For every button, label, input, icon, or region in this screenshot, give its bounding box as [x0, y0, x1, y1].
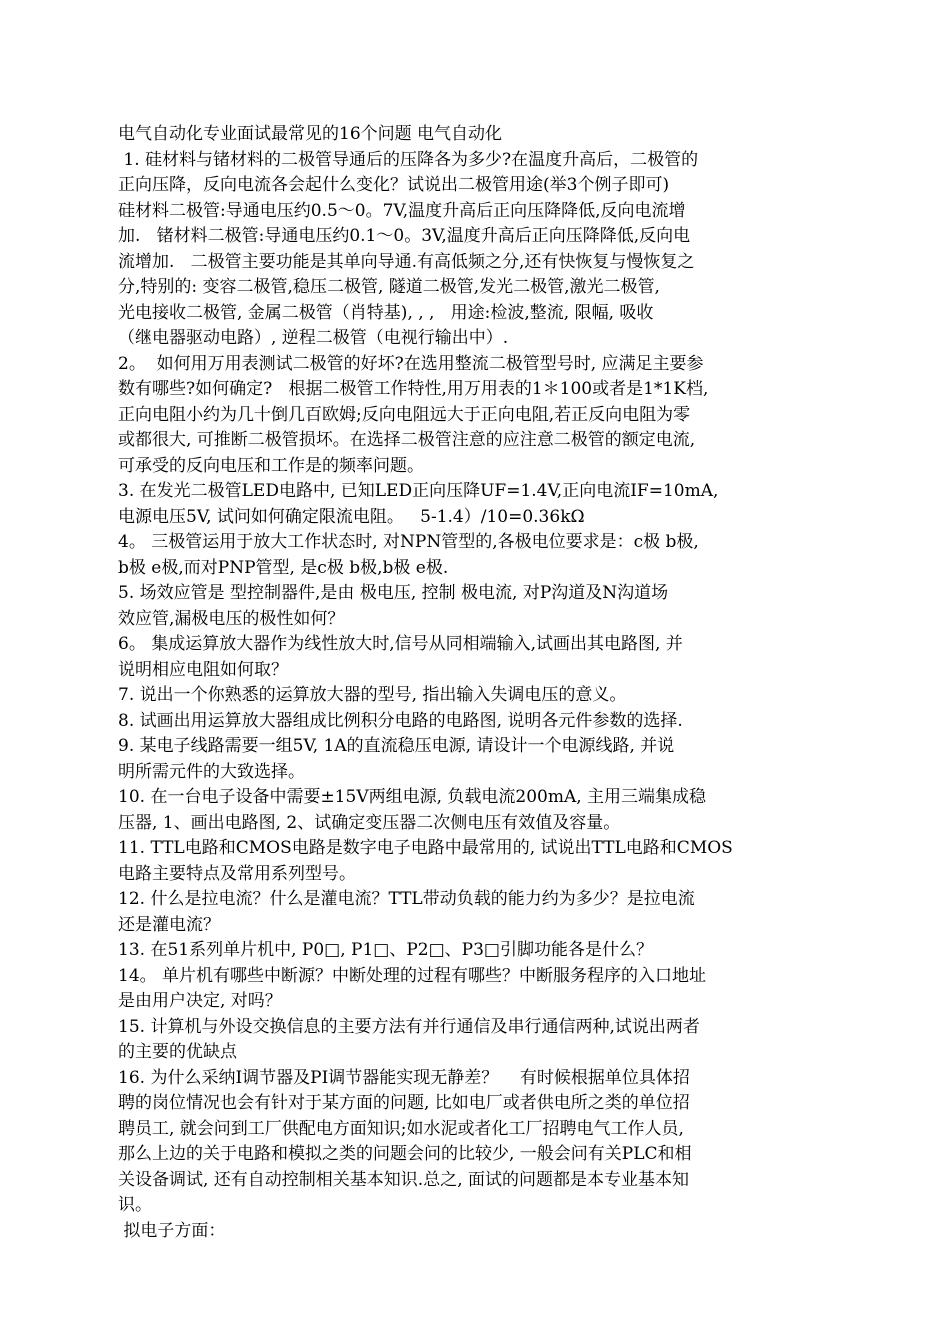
text-line: 是由用户决定, 对吗？ [118, 991, 282, 1011]
text-line: 9. 某电子线路需要一组5V, 1A的直流稳压电源, 请设计一个电源线路, 并说 [118, 736, 675, 756]
document-title: 电气自动化专业面试最常见的16个问题 电气自动化 [118, 124, 503, 144]
text-line: 加. 锗材料二极管:导通电压约0.1～0。3V,温度升高后正向压降降低,反向电 [118, 226, 691, 246]
text-line: 8. 试画出用运算放大器组成比例积分电路的电路图, 说明各元件参数的选择. [118, 710, 683, 731]
text-line: 分,特别的: 变容二极管,稳压二极管, 隧道二极管,发光二极管,激光二极管, [118, 277, 660, 297]
text-line: 12. 什么是拉电流？什么是灌电流？TTL带动负载的能力约为多少？是拉电流 [118, 889, 695, 909]
text-line: 6。 集成运算放大器作为线性放大时,信号从同相端输入,试画出其电路图, 并 [118, 634, 683, 654]
text-line: 16. 为什么采纳I调节器及PI调节器能实现无静差？ 有时候根据单位具体招 [118, 1067, 690, 1088]
text-line: 光电接收二极管, 金属二极管（肖特基), , , 用途:检波,整流, 限幅, 吸收 [118, 302, 654, 323]
text-line: b极 e极,而对PNP管型, 是c极 b极,b极 e极. [118, 557, 449, 578]
text-line: 数有哪些?如何确定? 根据二极管工作特性,用万用表的1＊100或者是1*1K档, [118, 379, 709, 399]
text-line: 14。 单片机有哪些中断源？中断处理的过程有哪些？中断服务程序的入口地址 [118, 965, 707, 986]
text-line: 10. 在一台电子设备中需要±15V两组电源, 负载电流200mA, 主用三端集成稳 [118, 787, 707, 807]
text-line: 或都很大, 可推断二极管损坏。在选择二极管注意的应注意二极管的额定电流, [118, 430, 696, 450]
text-line: 聘的岗位情况也会有针对于某方面的问题, 比如电厂或者供电所之类的单位招 [118, 1093, 690, 1113]
text-line: 正向压降，反向电流各会起什么变化？试说出二极管用途(举3个例子即可) [118, 175, 670, 195]
text-line: 聘员工, 就会问到工厂供配电方面知识;如水泥或者化工厂招聘电气工作人员, [118, 1118, 684, 1139]
text-line: 4。 三极管运用于放大工作状态时, 对NPN管型的,各极电位要求是：c极 b极, [118, 532, 699, 552]
text-line: 15. 计算机与外设交换信息的主要方法有并行通信及串行通信两种,试说出两者 [118, 1016, 700, 1037]
text-line: 电路主要特点及常用系列型号。 [118, 863, 356, 884]
text-line: 3. 在发光二极管LED电路中, 已知LED正向压降UF=1.4V,正向电流IF=10mA, [118, 481, 719, 501]
text-line: 可承受的反向电压和工作是的频率问题。 [118, 455, 424, 476]
text-line: （继电器驱动电路）, 逆程二极管（电视行输出中）. [118, 328, 509, 348]
text-line: 那么上边的关于电路和模拟之类的问题会问的比较少, 一般会问有关PLC和相 [118, 1144, 692, 1164]
text-line: 关设备调试, 还有自动控制相关基本知识.总之, 面试的问题都是本专业基本知 [118, 1169, 690, 1190]
text-line: 识。 [118, 1195, 152, 1215]
text-line: 13. 在51系列单片机中, P0□, P1□、P2□、P3□引脚功能各是什么？ [118, 940, 653, 960]
text-line: 效应管,漏极电压的极性如何？ [118, 608, 345, 629]
text-line: 的主要的优缺点 [118, 1042, 237, 1062]
text-line: 拟电子方面： [118, 1220, 226, 1241]
text-line: 说明相应电阻如何取？ [118, 659, 288, 680]
text-line: 还是灌电流？ [118, 914, 220, 935]
text-line: 硅材料二极管:导通电压约0.5～0。7V,温度升高后正向压降降低,反向电流增 [118, 200, 686, 221]
text-line: 电源电压5V, 试问如何确定限流电阻。 5-1.4）/10=0.36kΩ [118, 506, 585, 527]
text-line: 2。 如何用万用表测试二极管的好坏?在选用整流二极管型号时, 应满足主要参 [118, 353, 704, 374]
text-line: 流增加. 二极管主要功能是其单向导通.有高低频之分,还有快恢复与慢恢复之 [118, 251, 695, 272]
text-line: 11. TTL电路和CMOS电路是数字电子电路中最常用的, 试说出TTL电路和CMOS [118, 838, 733, 858]
text-line: 7. 说出一个你熟悉的运算放大器的型号, 指出输入失调电压的意义。 [118, 685, 627, 705]
text-line: 明所需元件的大致选择。 [118, 761, 305, 782]
text-line: 5. 场效应管是 型控制器件,是由 极电压, 控制 极电流, 对P沟道及N沟道场 [118, 583, 669, 603]
text-line: 压器, 1、画出电路图, 2、试确定变压器二次侧电压有效值及容量。 [118, 812, 621, 833]
document-body [118, 122, 818, 1244]
text-line: 正向电阻小约为几十倒几百欧姆;反向电阻远大于正向电阻,若正反向电阻为零 [118, 404, 691, 425]
text-line: 1. 硅材料与锗材料的二极管导通后的压降各为多少?在温度升高后，二极管的 [118, 149, 699, 170]
